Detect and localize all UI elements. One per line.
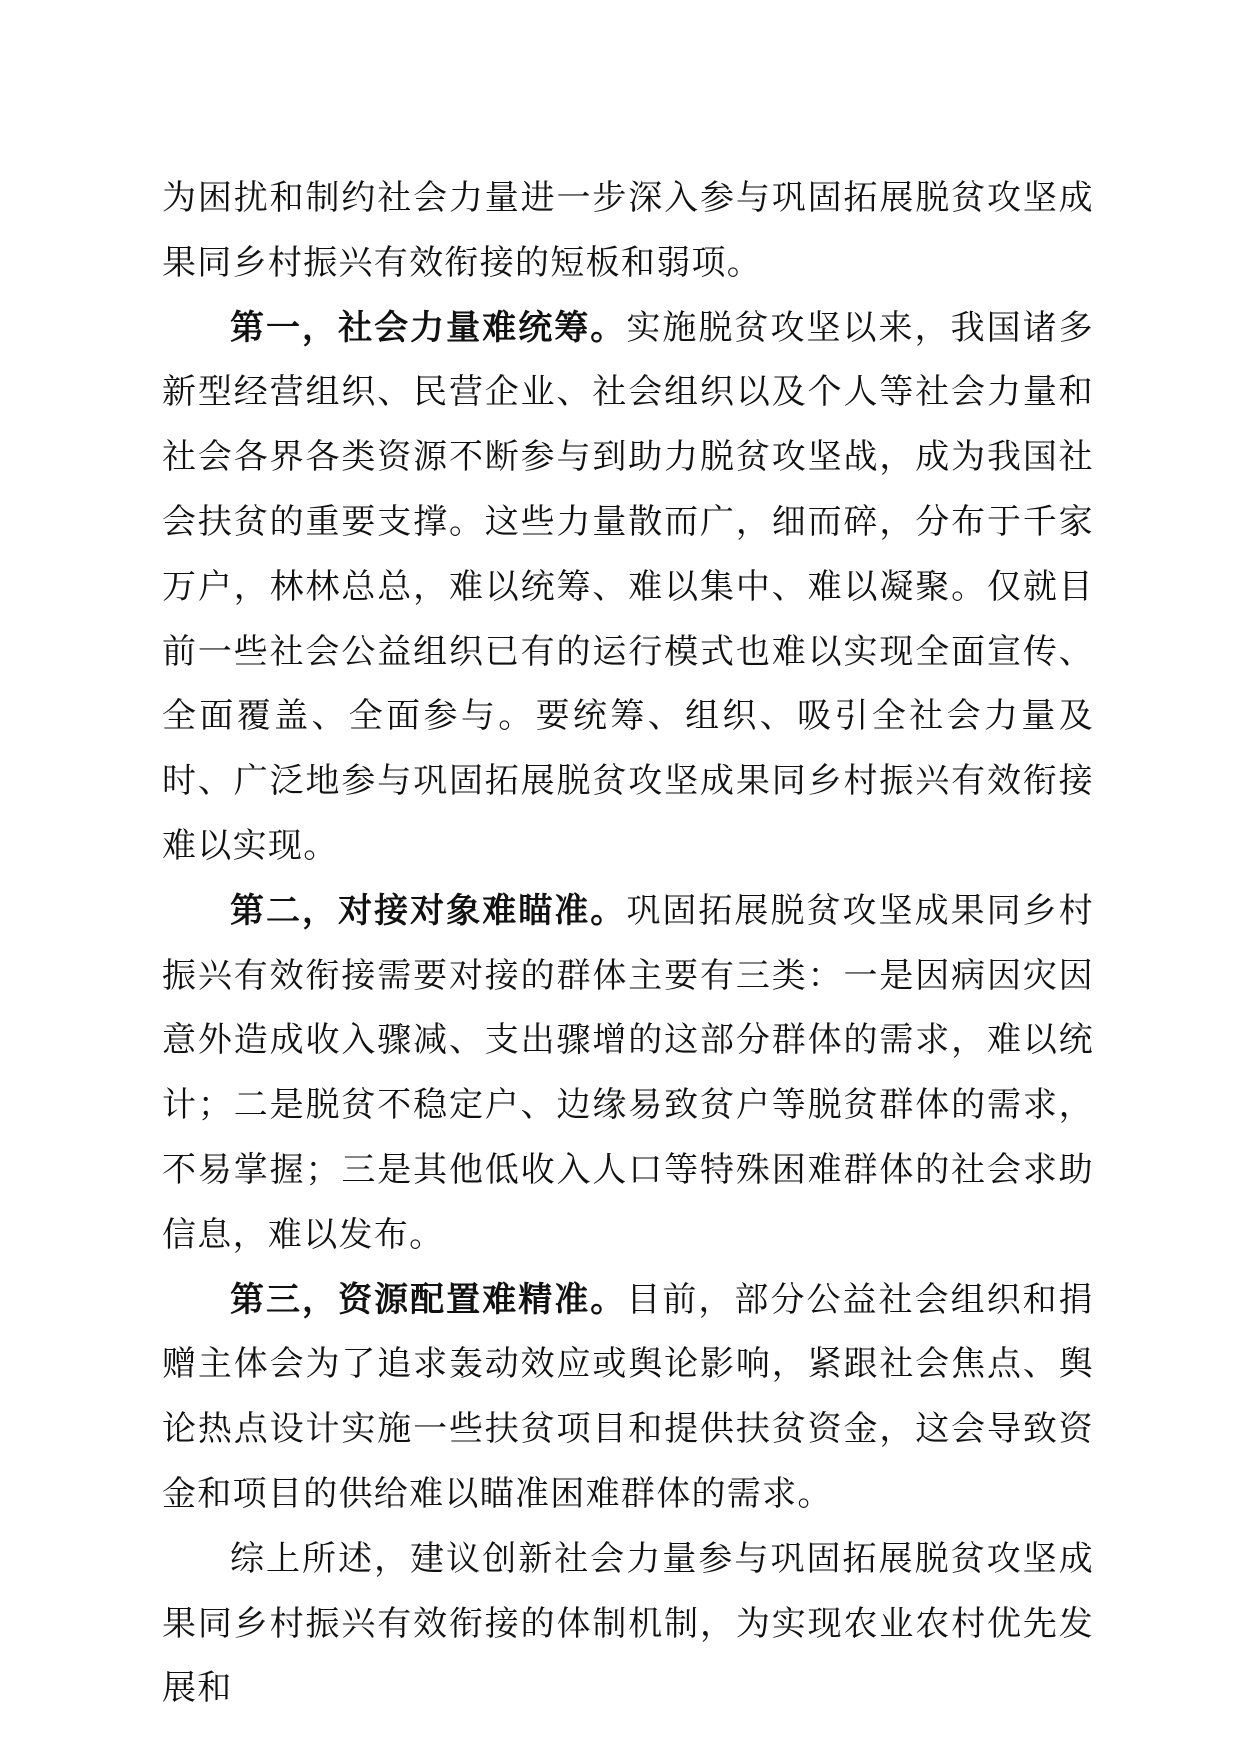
- paragraph-heading: 第三，资源配置难精准。: [230, 1279, 627, 1320]
- paragraph-summary: [162, 1527, 1094, 1721]
- paragraph-first-point: [162, 296, 1094, 879]
- paragraph-heading: 第一，社会力量难统筹。: [230, 307, 627, 348]
- body-text: [162, 166, 1094, 1721]
- paragraph-third-point: [162, 1268, 1094, 1527]
- paragraph-continuation: [162, 166, 1094, 296]
- paragraph-text: 为困扰和制约社会力量进一步深入参与巩固拓展脱贫攻坚成果同乡村振兴有效衔接的短板和弱项。: [162, 178, 1094, 283]
- paragraph-text: 综上所述，建议创新社会力量参与巩固拓展脱贫攻坚成果同乡村振兴有效衔接的体制机制，为实现农业农村优先发展和: [162, 1538, 1094, 1709]
- paragraph-text: 巩固拓展脱贫攻坚成果同乡村振兴有效衔接需要对接的群体主要有三类：一是因病因灾因意外造成收入骤减、支出骤增的这部分群体的需求，难以统计；二是脱贫不稳定户、边缘易致贫户等脱贫群体的需求，不易掌握；三是其他低收入人口等特殊困难群体的社会求助信息，难以发布。: [162, 890, 1094, 1255]
- paragraph-heading: 第二，对接对象难瞄准。: [230, 890, 627, 931]
- paragraph-second-point: [162, 879, 1094, 1268]
- paragraph-text: 目前，部分公益社会组织和捐赠主体会为了追求轰动效应或舆论影响，紧跟社会焦点、舆论热点设计实施一些扶贫项目和提供扶贫资金，这会导致资金和项目的供给难以瞄准困难群体的需求。: [162, 1279, 1094, 1514]
- paragraph-text: 实施脱贫攻坚以来，我国诸多新型经营组织、民营企业、社会组织以及个人等社会力量和社会各界各类资源不断参与到助力脱贫攻坚战，成为我国社会扶贫的重要支撑。这些力量散而广，细而碎，分布于千家万户，林林总总，难以统筹、难以集中、难以凝聚。仅就目前一些社会公益组织已有的运行模式也难以实现全面宣传、全面覆盖、全面参与。要统筹、组织、吸引全社会力量及时、广泛地参与巩固拓展脱贫攻坚成果同乡村振兴有效衔接难以实现。: [162, 307, 1094, 866]
